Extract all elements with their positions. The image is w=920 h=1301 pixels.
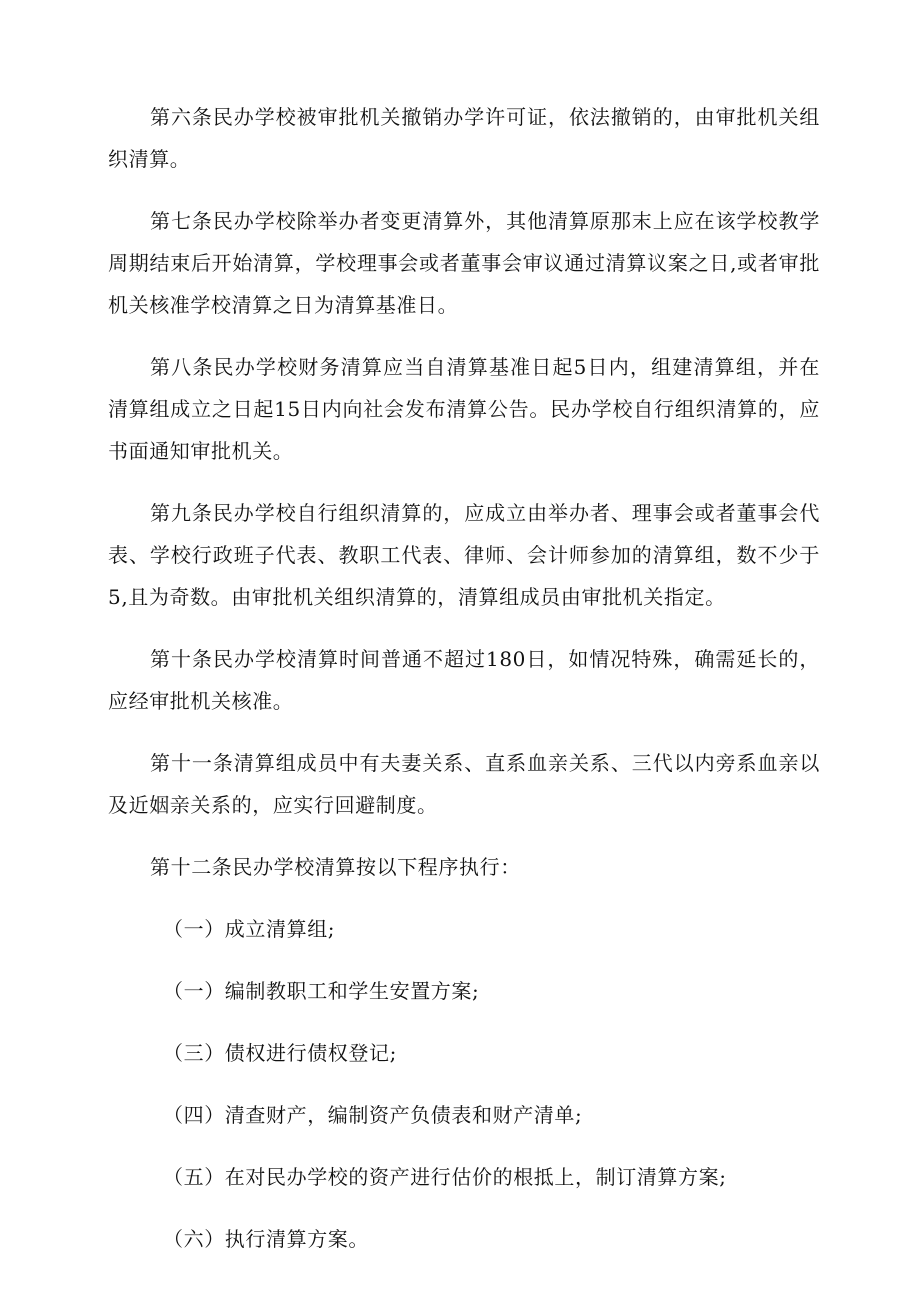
article-12: 第十二条民办学校清算按以下程序执行： bbox=[150, 855, 521, 879]
document-body bbox=[108, 96, 820, 1280]
procedure-step: （四）清查财产，编制资产负债表和财产清单; bbox=[163, 1103, 583, 1127]
article-8: 第八条民办学校财务清算应当自清算基准日起5日内，组建清算组，并在清算组成立之日起15日内向社会发布清算公告。民办学校自行组织清算的，应书面通知审批机关。 bbox=[108, 355, 820, 463]
procedure-step: （五）在对民办学校的资产进行估价的根抵上，制订清算方案; bbox=[163, 1165, 727, 1189]
procedure-step: （一）编制教职工和学生安置方案; bbox=[163, 979, 480, 1003]
article-7: 第七条民办学校除举办者变更清算外，其他清算原那末上应在该学校教学周期结束后开始清算，学校理事会或者董事会审议通过清算议案之日,或者审批机关核准学校清算之日为清算基准日。 bbox=[108, 209, 820, 317]
procedure-step: （一）成立清算组; bbox=[163, 917, 336, 941]
article-6: 第六条民办学校被审批机关撤销办学许可证，依法撤销的，由审批机关组织清算。 bbox=[108, 105, 820, 171]
article-11: 第十一条清算组成员中有夫妻关系、直系血亲关系、三代以内旁系血亲以及近姻亲关系的，应实行回避制度。 bbox=[108, 751, 820, 817]
procedure-step: （六）执行清算方案。 bbox=[163, 1227, 369, 1251]
article-10: 第十条民办学校清算时间普通不超过180日，如情况特殊，确需延长的，应经审批机关核准。 bbox=[108, 647, 820, 713]
article-9: 第九条民办学校自行组织清算的，应成立由举办者、理事会或者董事会代表、学校行政班子代表、教职工代表、律师、会计师参加的清算组，数不少于5,且为奇数。由审批机关组织清算的，清算组成员由审批机关指定。 bbox=[108, 501, 820, 609]
procedure-step: （三）债权进行债权登记; bbox=[163, 1041, 397, 1065]
